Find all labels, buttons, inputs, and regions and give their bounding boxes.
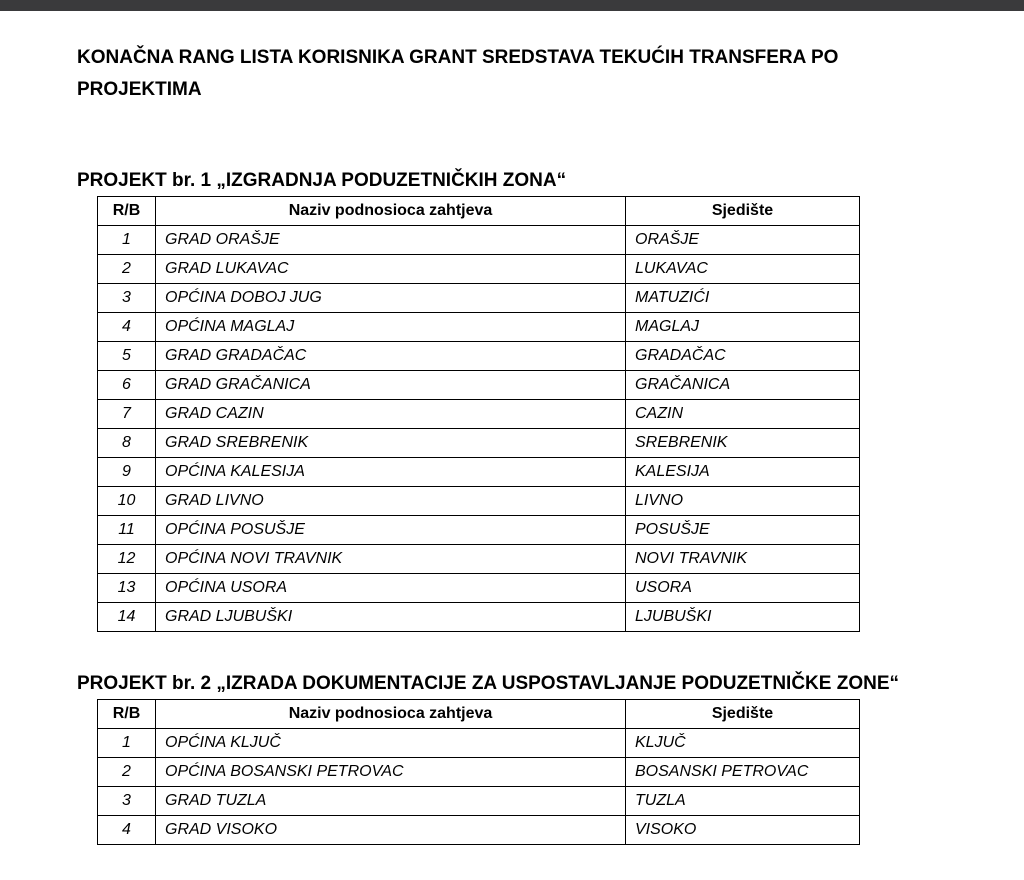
table-row [98,342,860,371]
seat-cell: GRADAČAC [626,342,860,371]
seat-cell: SREBRENIK [626,429,860,458]
applicant-name-cell: OPĆINA MAGLAJ [156,313,626,342]
applicant-name-cell: GRAD CAZIN [156,400,626,429]
applicant-name-cell: OPĆINA KALESIJA [156,458,626,487]
table-row [98,574,860,603]
row-number-cell: 6 [98,371,156,400]
applicant-name-cell: GRAD LUKAVAC [156,255,626,284]
row-number-cell: 1 [98,729,156,758]
table-header-row [98,700,860,729]
table-row [98,458,860,487]
row-number-cell: 7 [98,400,156,429]
row-number-cell: 2 [98,255,156,284]
table-row [98,487,860,516]
table-row [98,545,860,574]
row-number-cell: 14 [98,603,156,632]
column-header-seat: Sjedište [626,700,860,729]
table-row [98,787,860,816]
row-number-cell: 9 [98,458,156,487]
applicant-name-cell: GRAD VISOKO [156,816,626,845]
applicant-name-cell: OPĆINA USORA [156,574,626,603]
row-number-cell: 2 [98,758,156,787]
applicant-name-cell: GRAD GRAČANICA [156,371,626,400]
table-row [98,226,860,255]
row-number-cell: 4 [98,313,156,342]
applicant-name-cell: OPĆINA KLJUČ [156,729,626,758]
row-number-cell: 3 [98,284,156,313]
project-2-table [97,699,860,845]
seat-cell: MAGLAJ [626,313,860,342]
applicant-name-cell: OPĆINA POSUŠJE [156,516,626,545]
seat-cell: KALESIJA [626,458,860,487]
seat-cell: ORAŠJE [626,226,860,255]
project-1-table [97,196,860,632]
row-number-cell: 11 [98,516,156,545]
applicant-name-cell: GRAD ORAŠJE [156,226,626,255]
table-row [98,516,860,545]
table-row [98,603,860,632]
seat-cell: LJUBUŠKI [626,603,860,632]
seat-cell: MATUZIĆI [626,284,860,313]
row-number-cell: 5 [98,342,156,371]
row-number-cell: 8 [98,429,156,458]
table-row [98,816,860,845]
table-header-row [98,197,860,226]
column-header-name: Naziv podnosioca zahtjeva [156,197,626,226]
seat-cell: CAZIN [626,400,860,429]
column-header-rb: R/B [98,700,156,729]
seat-cell: BOSANSKI PETROVAC [626,758,860,787]
applicant-name-cell: GRAD LIVNO [156,487,626,516]
table-row [98,758,860,787]
table-row [98,313,860,342]
column-header-name: Naziv podnosioca zahtjeva [156,700,626,729]
applicant-name-cell: OPĆINA BOSANSKI PETROVAC [156,758,626,787]
project-2-heading: PROJEKT br. 2 „IZRADA DOKUMENTACIJE ZA USPOSTAVLJANJE PODUZETNIČKE ZONE“ [77,673,900,694]
seat-cell: KLJUČ [626,729,860,758]
row-number-cell: 4 [98,816,156,845]
applicant-name-cell: GRAD SREBRENIK [156,429,626,458]
applicant-name-cell: OPĆINA DOBOJ JUG [156,284,626,313]
column-header-rb: R/B [98,197,156,226]
row-number-cell: 10 [98,487,156,516]
table-row [98,729,860,758]
seat-cell: TUZLA [626,787,860,816]
table-row [98,400,860,429]
project-1-heading: PROJEKT br. 1 „IZGRADNJA PODUZETNIČKIH ZONA“ [77,170,567,191]
table-row [98,429,860,458]
document-title: KONAČNA RANG LISTA KORISNIKA GRANT SREDSTAVA TEKUĆIH TRANSFERA PO PROJEKTIMA [77,47,839,100]
applicant-name-cell: OPĆINA NOVI TRAVNIK [156,545,626,574]
seat-cell: VISOKO [626,816,860,845]
seat-cell: LUKAVAC [626,255,860,284]
seat-cell: POSUŠJE [626,516,860,545]
applicant-name-cell: GRAD LJUBUŠKI [156,603,626,632]
seat-cell: USORA [626,574,860,603]
table-row [98,284,860,313]
applicant-name-cell: GRAD TUZLA [156,787,626,816]
applicant-name-cell: GRAD GRADAČAC [156,342,626,371]
table-row [98,371,860,400]
window-top-bar [0,0,1024,11]
row-number-cell: 1 [98,226,156,255]
table-row [98,255,860,284]
row-number-cell: 12 [98,545,156,574]
row-number-cell: 13 [98,574,156,603]
column-header-seat: Sjedište [626,197,860,226]
seat-cell: NOVI TRAVNIK [626,545,860,574]
seat-cell: LIVNO [626,487,860,516]
row-number-cell: 3 [98,787,156,816]
seat-cell: GRAČANICA [626,371,860,400]
